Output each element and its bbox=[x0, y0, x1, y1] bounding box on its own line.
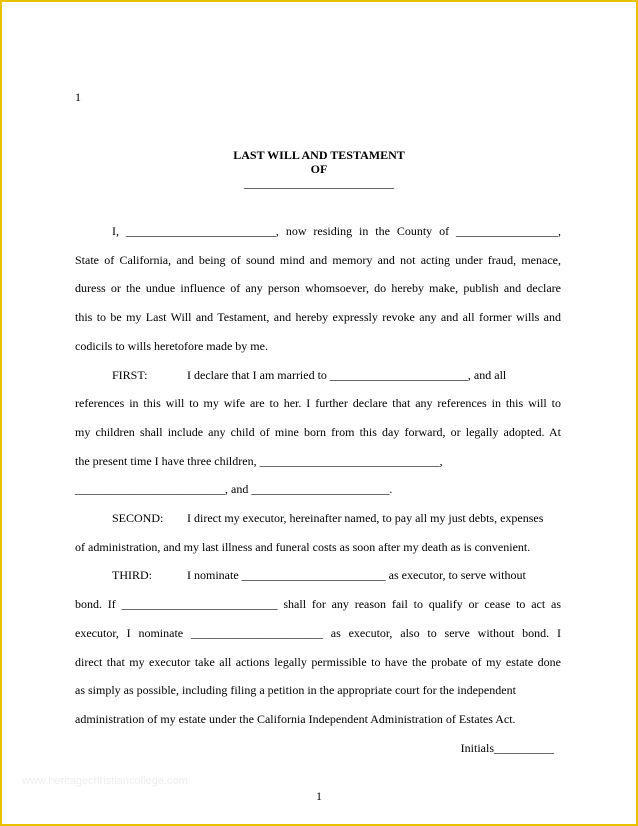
first-clause-label: FIRST: bbox=[112, 367, 148, 382]
body-line: of administration, and my last illness and funeral costs as soon after my death as is convenient. bbox=[75, 539, 531, 554]
second-clause-text: I direct my executor, hereinafter named, to pay all my just debts, expenses bbox=[187, 511, 544, 526]
body-line: bond. If __________________________ shall for any reason fail to qualify or cease to act as bbox=[75, 597, 561, 612]
page-number-top: 1 bbox=[75, 90, 81, 104]
body-line: executor, I nominate ______________________ as executor, also to serve without bond. I bbox=[75, 625, 561, 640]
body-line: administration of my estate under the California Independent Administration of Estates Act. bbox=[75, 711, 516, 726]
body-line: references in this will to my wife are to her. I further declare that any references in this will to bbox=[75, 396, 561, 411]
document-title bbox=[0, 148, 638, 190]
page-number-bottom: 1 bbox=[316, 789, 322, 803]
body-line: direct that my executor take all actions legally permissible to have the probate of my estate done bbox=[75, 654, 561, 669]
body-line: codicils to wills heretofore made by me. bbox=[75, 338, 268, 353]
title-line-1: LAST WILL AND TESTAMENT bbox=[233, 148, 405, 162]
body-line: _________________________, and _______________________. bbox=[75, 482, 393, 497]
body-line: this to be my Last Will and Testament, and hereby expressly revoke any and all former wills and bbox=[75, 310, 561, 325]
title-line-2: OF bbox=[310, 162, 328, 176]
watermark-text: www.heritagechristiancollege.com bbox=[22, 775, 188, 787]
body-line: duress or the undue influence of any person whomsoever, do hereby make, publish and declare bbox=[75, 281, 561, 296]
body-line: my children shall include any child of mine born from this day forward, or legally adopted. At bbox=[75, 424, 561, 439]
second-clause-label: SECOND: bbox=[112, 511, 164, 526]
body-line: the present time I have three children, ______________________________, bbox=[75, 453, 443, 468]
third-clause-text: I nominate ________________________ as executor, to serve without bbox=[187, 568, 526, 583]
initials-field: Initials__________ bbox=[460, 740, 554, 755]
first-clause-text: I declare that I am married to _______________________, and all bbox=[187, 367, 507, 382]
second-clause-line bbox=[75, 504, 561, 533]
will-body bbox=[75, 217, 561, 762]
third-clause-label: THIRD: bbox=[112, 568, 152, 583]
body-line: I, _________________________, now residing in the County of _________________, bbox=[112, 224, 561, 238]
body-line: State of California, and being of sound mind and memory and not acting under fraud, menace, bbox=[75, 252, 561, 267]
body-line: as simply as possible, including filing a petition in the appropriate court for the independent bbox=[75, 683, 516, 698]
first-clause-line bbox=[75, 361, 561, 390]
third-clause-line bbox=[75, 561, 561, 590]
testator-name-blank: _________________________ bbox=[244, 176, 394, 190]
